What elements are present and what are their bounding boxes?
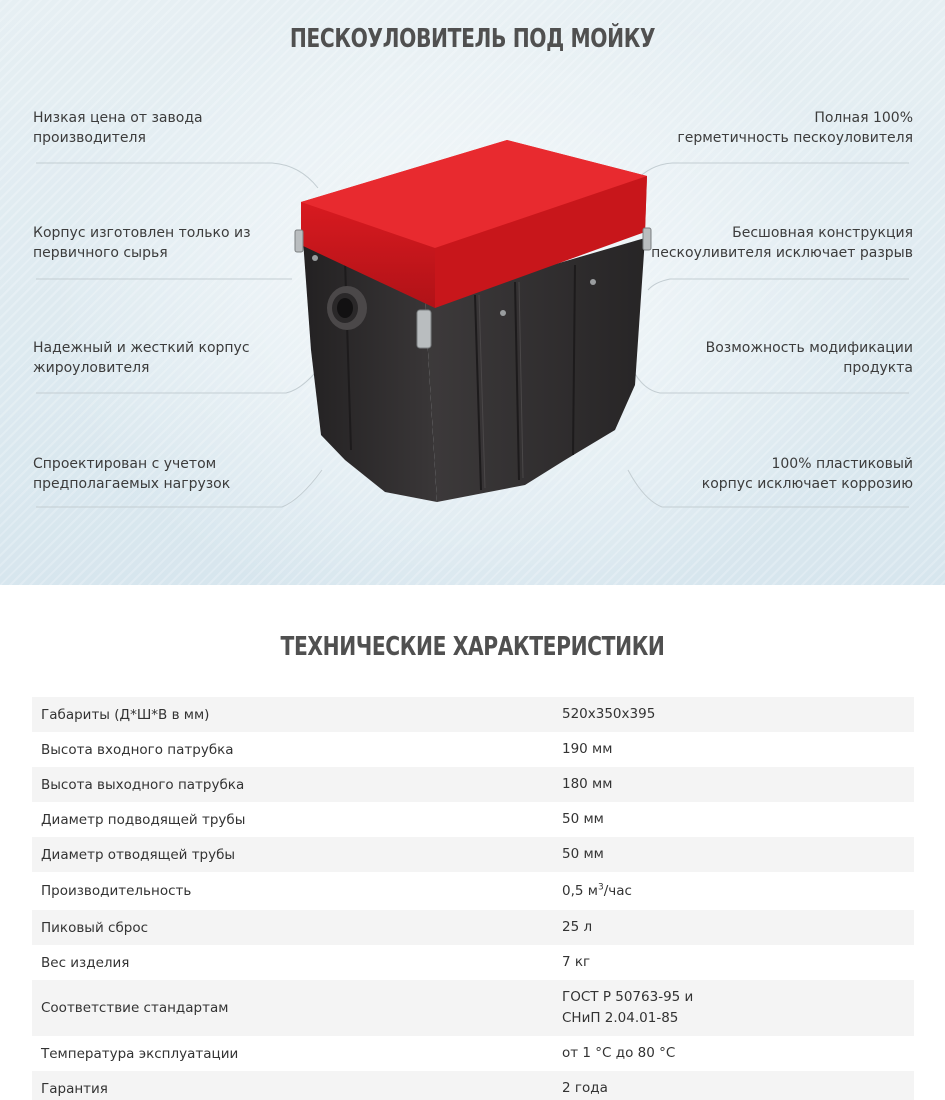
feature-text: пескоуливителя исключает разрыв (651, 245, 913, 261)
spec-value: 190 мм (562, 741, 613, 757)
table-row (32, 767, 914, 802)
table-row (32, 732, 914, 767)
table-row (32, 980, 914, 1036)
table-row (32, 802, 914, 837)
spec-value: 180 мм (562, 776, 613, 792)
feature-text: Полная 100% (814, 110, 913, 126)
feature-left-4 (33, 454, 230, 494)
feature-text: продукта (843, 360, 913, 376)
specs-title: ТЕХНИЧЕСКИЕ ХАРАКТЕРИСТИКИ (280, 632, 665, 662)
spec-key: Гарантия (41, 1080, 108, 1097)
feature-text: Низкая цена от завода (33, 110, 203, 126)
feature-right-1 (677, 108, 913, 148)
table-row (32, 1071, 914, 1100)
table-row (32, 697, 914, 732)
spec-value: от 1 °С до 80 °С (562, 1045, 676, 1061)
spec-value (554, 881, 914, 902)
feature-left-3 (33, 338, 250, 378)
spec-key: Температура эксплуатации (41, 1045, 239, 1062)
feature-text: жироуловителя (33, 360, 150, 376)
feature-text: первичного сырья (33, 245, 168, 261)
spec-key: Соответствие стандартам (41, 1000, 229, 1016)
spec-value-main: 0,5 м (562, 882, 598, 899)
spec-value: 7 кг (562, 954, 591, 970)
connector-right-1 (630, 163, 909, 188)
feature-text: производителя (33, 130, 146, 146)
table-row (32, 945, 914, 980)
table-row (32, 872, 914, 910)
spec-key: Диаметр подводящей трубы (41, 811, 246, 828)
feature-right-4 (702, 454, 913, 494)
feature-left-2 (33, 223, 251, 263)
specs-table (32, 697, 914, 1100)
spec-value: 50 мм (562, 846, 604, 862)
spec-value: 520x350x395 (562, 706, 656, 722)
spec-value-unit: /час (603, 882, 632, 899)
feature-text: Надежный и жесткий корпус (33, 340, 250, 356)
feature-text: предполагаемых нагрузок (33, 476, 231, 492)
feature-text: Бесшовная конструкция (732, 225, 913, 241)
spec-key: Габариты (Д*Ш*В в мм) (41, 706, 210, 723)
feature-text: Возможность модификации (705, 340, 913, 356)
feature-right-3 (706, 338, 913, 378)
feature-text: Спроектирован с учетом (33, 456, 217, 472)
table-row (32, 910, 914, 945)
spec-key: Высота выходного патрубка (41, 776, 245, 793)
feature-text: герметичность пескоуловителя (677, 130, 913, 146)
spec-key: Высота входного патрубка (41, 741, 234, 758)
spec-value: 50 мм (562, 811, 604, 827)
connector-left-1 (36, 163, 318, 188)
spec-key: Пиковый сброс (41, 919, 149, 936)
spec-value: 25 л (562, 919, 593, 935)
hero-title: ПЕСКОУЛОВИТЕЛЬ ПОД МОЙКУ (289, 24, 656, 54)
spec-key: Производительность (41, 883, 192, 899)
spec-value (554, 987, 914, 1029)
spec-value: 2 года (562, 1080, 608, 1096)
feature-left-1 (33, 108, 203, 148)
connector-right-2 (648, 279, 909, 290)
spec-key: Диаметр отводящей трубы (41, 846, 236, 863)
spec-value-superscript: 3 (597, 882, 604, 892)
spec-value-line: СНиП 2.04.01-85 (562, 1010, 679, 1026)
spec-value-line: ГОСТ Р 50763-95 и (562, 989, 694, 1005)
feature-right-2 (651, 223, 913, 263)
feature-text: Корпус изготовлен только из (33, 225, 251, 241)
table-row (32, 1036, 914, 1071)
feature-text: 100% пластиковый (771, 456, 913, 472)
table-row (32, 837, 914, 872)
sand-trap-product-image (285, 130, 660, 515)
feature-text: корпус исключает коррозию (701, 476, 913, 492)
spec-key: Вес изделия (41, 954, 130, 971)
